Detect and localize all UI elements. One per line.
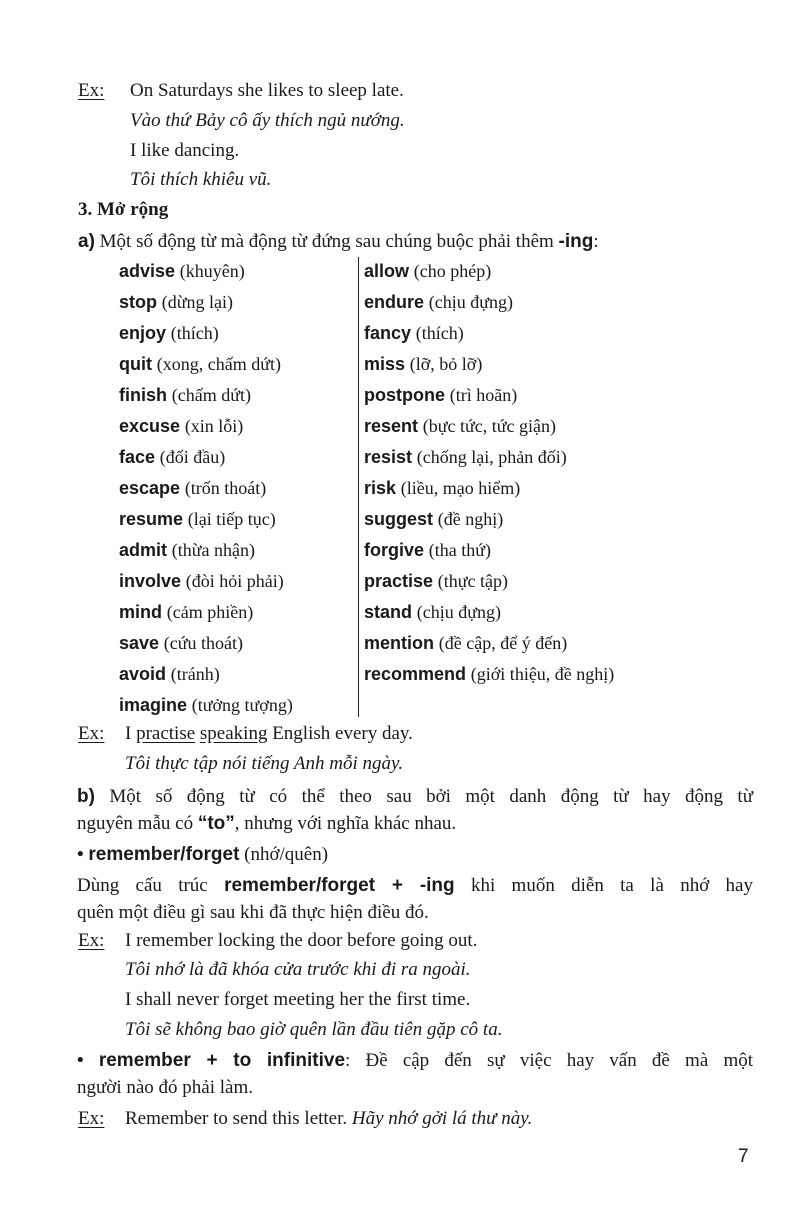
verb-entry	[119, 572, 284, 591]
part-a-example	[78, 724, 104, 743]
verb-gloss: (cho phép)	[413, 261, 492, 281]
verb-entry	[364, 262, 491, 281]
verb-entry	[119, 386, 251, 405]
verb-gloss: (lỡ, bỏ lỡ)	[409, 354, 483, 374]
example-label: Ex:	[78, 1108, 105, 1129]
verb-gloss: (đối đầu)	[159, 447, 226, 467]
example-english: Remember to send this letter.	[125, 1108, 348, 1129]
verb-entry	[364, 386, 517, 405]
verb-term: risk	[364, 478, 397, 498]
example-vietnamese: Hãy nhớ gởi lá thư này.	[351, 1108, 533, 1129]
verb-term: recommend	[364, 664, 467, 684]
part-b-intro	[77, 783, 753, 837]
verb-entry	[119, 603, 253, 622]
bullet-gloss: (nhớ/quên)	[244, 844, 329, 865]
verb-gloss: (xin lỗi)	[184, 416, 244, 436]
verb-term: miss	[364, 354, 406, 374]
verb-gloss: (liều, mạo hiểm)	[400, 478, 521, 498]
verb-term: avoid	[119, 664, 167, 684]
example-word-underlined: speaking	[199, 723, 268, 744]
verb-term: endure	[364, 292, 425, 312]
example-word: English every day.	[272, 723, 413, 744]
part-b-text: Một số động từ có thể theo sau bởi một danh động từ hay động từ	[109, 786, 754, 807]
verb-entry	[119, 665, 220, 684]
verb-term: admit	[119, 540, 168, 560]
bullet-remember-to-infinitive	[77, 1047, 753, 1101]
verb-gloss: (chấm dứt)	[171, 385, 251, 405]
bullet-dot: •	[77, 1050, 84, 1071]
bullet-dot: •	[77, 844, 84, 865]
verb-gloss: (bực tức, tức giận)	[422, 416, 556, 436]
section-heading: 3. Mở rộng	[78, 199, 169, 220]
desc-text: quên một điều gì sau khi đã thực hiện điều đó.	[77, 902, 429, 923]
verb-term: suggest	[364, 509, 434, 529]
verb-entry	[364, 324, 464, 343]
example-english: I like dancing.	[130, 140, 240, 161]
verb-gloss: (thích)	[415, 323, 464, 343]
verb-entry	[364, 510, 503, 529]
verb-term: postpone	[364, 385, 445, 405]
verb-gloss: (chịu đựng)	[416, 602, 501, 622]
bullet-term: remember + to infinitive	[98, 1050, 346, 1071]
example-vietnamese: Tôi nhớ là đã khóa cửa trước khi đi ra ngoài.	[125, 959, 471, 980]
verb-term: resume	[119, 509, 184, 529]
verb-gloss: (thừa nhận)	[171, 540, 255, 560]
example-english	[125, 724, 413, 743]
verb-term: imagine	[119, 695, 188, 715]
verb-term: advise	[119, 261, 176, 281]
verb-term: resist	[364, 447, 413, 467]
verb-entry	[119, 417, 243, 436]
verb-gloss: (đề cập, để ý đến)	[438, 633, 568, 653]
verb-entry	[119, 696, 293, 715]
verb-entry	[364, 572, 508, 591]
column-divider	[358, 257, 359, 717]
verb-entry	[119, 293, 233, 312]
verb-gloss: (lại tiếp tục)	[187, 509, 276, 529]
verb-term: finish	[119, 385, 167, 405]
verb-gloss: (thích)	[170, 323, 219, 343]
verb-entry	[364, 603, 501, 622]
verb-entry	[119, 541, 255, 560]
example-vietnamese: Tôi sẽ không bao giờ quên lần đầu tiên gặp cô ta.	[125, 1019, 503, 1040]
desc-text: khi muốn diễn ta là nhớ hay	[470, 875, 753, 896]
verb-gloss: (khuyên)	[179, 261, 245, 281]
verb-gloss: (cảm phiền)	[166, 602, 254, 622]
desc-text: : Đề cập đến sự việc hay vấn đề mà một	[345, 1050, 753, 1071]
bullet-remember-forget	[77, 845, 328, 864]
part-a-label: a)	[78, 231, 95, 252]
example-vietnamese: Vào thứ Bảy cô ấy thích ngủ nướng.	[130, 110, 405, 131]
example-label: Ex:	[78, 723, 105, 744]
verb-gloss: (chống lại, phản đối)	[416, 447, 567, 467]
verb-entry	[119, 324, 219, 343]
verb-term: face	[119, 447, 156, 467]
verb-entry	[119, 479, 266, 498]
verb-term: resent	[364, 416, 419, 436]
part-a-intro	[78, 232, 599, 251]
example-line	[125, 1109, 532, 1128]
verb-term: practise	[364, 571, 434, 591]
verb-entry	[119, 355, 281, 374]
verb-gloss: (cứu thoát)	[163, 633, 244, 653]
verb-gloss: (đòi hỏi phải)	[185, 571, 284, 591]
verb-gloss: (tưởng tượng)	[191, 695, 293, 715]
verb-term: excuse	[119, 416, 181, 436]
verb-entry	[364, 634, 567, 653]
verb-term: involve	[119, 571, 182, 591]
part-b-label: b)	[77, 786, 95, 807]
verb-term: stand	[364, 602, 413, 622]
example-vietnamese: Tôi thích khiêu vũ.	[130, 169, 272, 190]
example-word: I	[125, 723, 132, 744]
verb-gloss: (trốn thoát)	[184, 478, 267, 498]
desc-text: người nào đó phải làm.	[77, 1077, 254, 1098]
verb-term: stop	[119, 292, 157, 312]
verb-entry	[119, 510, 276, 529]
verb-gloss: (tha thứ)	[428, 540, 492, 560]
verb-term: forgive	[364, 540, 425, 560]
verb-gloss: (đề nghị)	[437, 509, 504, 529]
verb-gloss: (giới thiệu, đề nghị)	[470, 664, 615, 684]
verb-entry	[119, 448, 225, 467]
bullet-term: remember/forget	[88, 844, 240, 865]
verb-gloss: (xong, chấm dứt)	[156, 354, 281, 374]
verb-entry	[364, 479, 520, 498]
verb-term: enjoy	[119, 323, 167, 343]
verb-entry	[364, 665, 614, 684]
page-number: 7	[738, 1146, 749, 1167]
example-vietnamese: Tôi thực tập nói tiếng Anh mỗi ngày.	[125, 753, 404, 774]
verb-entry	[119, 262, 245, 281]
desc-text: Dùng cấu trúc	[77, 875, 208, 896]
verb-entry	[364, 355, 482, 374]
example-english: I remember locking the door before going out.	[125, 930, 478, 951]
example-label: Ex:	[78, 930, 105, 951]
verb-entry	[119, 634, 243, 653]
verb-gloss: (thực tập)	[437, 571, 509, 591]
verb-entry	[364, 417, 556, 436]
example-word-underlined: practise	[136, 723, 196, 744]
example-english: On Saturdays she likes to sleep late.	[130, 80, 404, 101]
part-b-text: , nhưng với nghĩa khác nhau.	[234, 813, 457, 834]
verb-term: escape	[119, 478, 181, 498]
part-b-text: nguyên mẫu có	[77, 813, 194, 834]
verb-gloss: (tránh)	[170, 664, 220, 684]
bullet1-description	[77, 872, 753, 926]
verb-term: save	[119, 633, 160, 653]
verb-term: fancy	[364, 323, 412, 343]
verb-gloss: (chịu đựng)	[428, 292, 513, 312]
colon: :	[593, 231, 599, 252]
verb-entry	[364, 448, 567, 467]
desc-term: remember/forget + -ing	[224, 875, 455, 896]
verb-entry	[364, 293, 513, 312]
example-english: I shall never forget meeting her the first time.	[125, 989, 471, 1010]
verb-gloss: (trì hoãn)	[449, 385, 518, 405]
verb-term: mind	[119, 602, 162, 622]
verb-term: quit	[119, 354, 152, 374]
verb-entry	[364, 541, 491, 560]
verb-term: mention	[364, 633, 434, 653]
part-a-text: Một số động từ mà động từ đứng sau chúng buộc phải thêm	[99, 231, 554, 252]
verb-gloss: (dừng lại)	[161, 292, 233, 312]
verb-term: allow	[364, 261, 410, 281]
example-label: Ex:	[78, 80, 105, 101]
to-keyword: “to”	[197, 813, 235, 834]
ing-suffix: -ing	[558, 231, 594, 252]
